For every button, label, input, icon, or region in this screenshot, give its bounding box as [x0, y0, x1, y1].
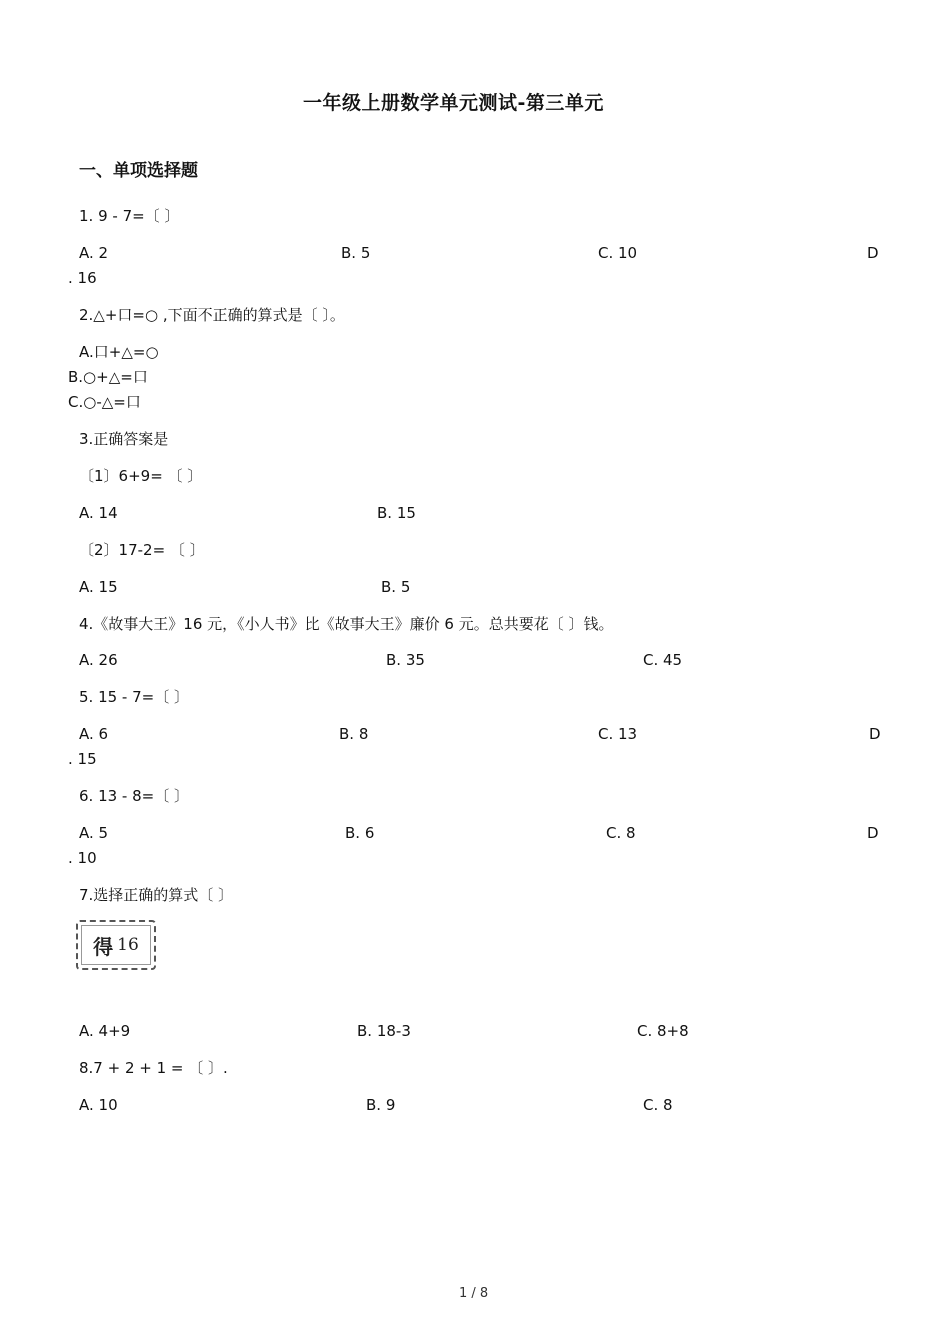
question-3: 3.正确答案是 [79, 430, 169, 448]
question-5: 5. 15 - 7=〔 〕 [79, 688, 189, 706]
page-number: 1 / 8 [459, 1286, 489, 1301]
q6-option-c[interactable]: C. 8 [606, 824, 636, 842]
q4-option-b[interactable]: B. 35 [386, 651, 425, 669]
q7-option-b[interactable]: B. 18-3 [357, 1022, 411, 1040]
q3-sub-1: 〔1〕6+9= 〔 〕 [79, 467, 203, 485]
question-7: 7.选择正确的算式〔 〕 [79, 886, 234, 904]
q1-option-d-value: . 16 [68, 269, 97, 287]
q6-option-d-value: . 10 [68, 849, 97, 867]
q1-option-d[interactable]: D [867, 244, 879, 262]
q5-option-d[interactable]: D [869, 725, 881, 743]
score-stamp-image [76, 920, 156, 970]
q8-option-b[interactable]: B. 9 [366, 1096, 396, 1114]
q1-option-b[interactable]: B. 5 [341, 244, 371, 262]
question-6: 6. 13 - 8=〔 〕 [79, 787, 189, 805]
q4-option-a[interactable]: A. 26 [79, 651, 118, 669]
q6-option-d[interactable]: D [867, 824, 879, 842]
q8-option-c[interactable]: C. 8 [643, 1096, 673, 1114]
stamp-number: 16 [117, 935, 139, 955]
q3-sub-2-option-a[interactable]: A. 15 [79, 578, 118, 596]
q7-option-c[interactable]: C. 8+8 [637, 1022, 689, 1040]
q3-sub-2: 〔2〕17-2= 〔 〕 [79, 541, 205, 559]
q2-option-a[interactable]: A.口+△=○ [79, 343, 159, 361]
q5-option-a[interactable]: A. 6 [79, 725, 109, 743]
question-8: 8.7 + 2 + 1 = 〔 〕. [79, 1059, 228, 1077]
q5-option-b[interactable]: B. 8 [339, 725, 369, 743]
question-4: 4.《故事大王》16 元，《小人书》比《故事大王》廉价 6 元。总共要花〔 〕钱。 [79, 615, 614, 633]
q2-option-b[interactable]: B.○+△=口 [68, 368, 148, 386]
q3-sub-1-option-a[interactable]: A. 14 [79, 504, 118, 522]
q7-option-a[interactable]: A. 4+9 [79, 1022, 131, 1040]
q4-option-c[interactable]: C. 45 [643, 651, 683, 669]
question-2: 2.△+口=○ ,下面不正确的算式是〔 〕。 [79, 306, 345, 324]
q1-option-a[interactable]: A. 2 [79, 244, 109, 262]
section-heading: 一、单项选择题 [79, 161, 198, 181]
q3-sub-2-option-b[interactable]: B. 5 [381, 578, 411, 596]
stamp-char: 得 [93, 934, 114, 959]
question-1: 1. 9 - 7=〔 〕 [79, 207, 180, 225]
page-title: 一年级上册数学单元测试-第三单元 [303, 92, 604, 114]
q8-option-a[interactable]: A. 10 [79, 1096, 118, 1114]
q5-option-d-value: . 15 [68, 750, 97, 768]
q2-option-c[interactable]: C.○-△=口 [68, 393, 141, 411]
q6-option-b[interactable]: B. 6 [345, 824, 375, 842]
q5-option-c[interactable]: C. 13 [598, 725, 638, 743]
q1-option-c[interactable]: C. 10 [598, 244, 638, 262]
q3-sub-1-option-b[interactable]: B. 15 [377, 504, 416, 522]
q6-option-a[interactable]: A. 5 [79, 824, 109, 842]
